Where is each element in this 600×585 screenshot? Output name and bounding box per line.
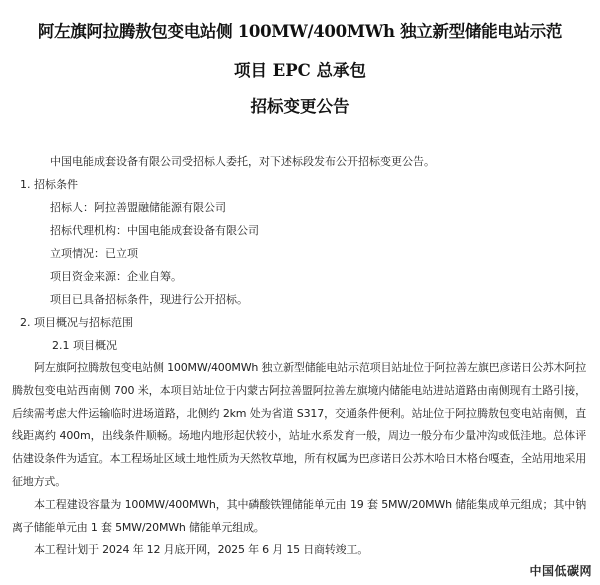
tenderer-line: 招标人：阿拉善盟融储能源有限公司 — [50, 201, 226, 214]
approval-status-line: 立项情况：已立项 — [50, 247, 138, 260]
funding-source-line: 项目资金来源：企业自筹。 — [50, 270, 182, 283]
schedule-paragraph: 本工程计划于 2024 年 12 月底开网，2025 年 6 月 15 日商转竣工。 — [34, 543, 369, 557]
capacity-paragraph: 本工程建设容量为 100MW/400MWh，其中磷酸铁锂储能单元由 19 套 5MW/20MWh 储能集成单元组成；其中钠离子储能单元由 1 套 5MW/20MWh 储能单元组成。 — [12, 497, 586, 534]
title-line-1: 阿左旗阿拉腾敖包变电站侧 100MW/400MWh 独立新型储能电站示范 — [37, 22, 563, 41]
section-2-1-heading: 2.1 项目概况 — [52, 339, 117, 352]
ready-line: 项目已具备招标条件，现进行公开招标。 — [50, 293, 248, 306]
intro-paragraph: 中国电能成套设备有限公司受招标人委托，对下述标段发布公开招标变更公告。 — [50, 155, 435, 168]
agency-line: 招标代理机构：中国电能成套设备有限公司 — [50, 224, 259, 237]
announcement-body — [12, 150, 586, 562]
site-watermark: 中国低碳网 — [529, 564, 592, 578]
title-line-2: 项目 EPC 总承包 — [233, 61, 367, 80]
project-overview-paragraph: 阿左旗阿拉腾敖包变电站侧 100MW/400MWh 独立新型储能电站示范项目站址位于阿拉善左旗巴彦诺日公苏木阿拉腾敖包变电站西南侧 700 米，本项目站址位于内蒙古阿拉善盟阿拉善左旗境内储能电站进站道路由南侧现有土路引接，后续需考虑大件运输临时进场道路，北侧约 2km 处为省道 S317，交通条件便利。站址位于阿拉腾敖包变电站南侧，直线距离约 400m，出线条件顺畅。场地内地形起伏较小，站址水系发育一般，周边一般分布少量冲沟或低洼地。总体评估建设条件为适宜。本工程场址区域土地性质为天然牧草地，所有权属为巴彦诺日公苏木哈日木格台嘎查，全站用地采用征地方式。 — [12, 361, 586, 488]
section-2-heading: 2. 项目概况与招标范围 — [20, 316, 133, 329]
title-line-3: 招标变更公告 — [250, 97, 350, 116]
section-1-heading: 1. 招标条件 — [20, 178, 78, 191]
